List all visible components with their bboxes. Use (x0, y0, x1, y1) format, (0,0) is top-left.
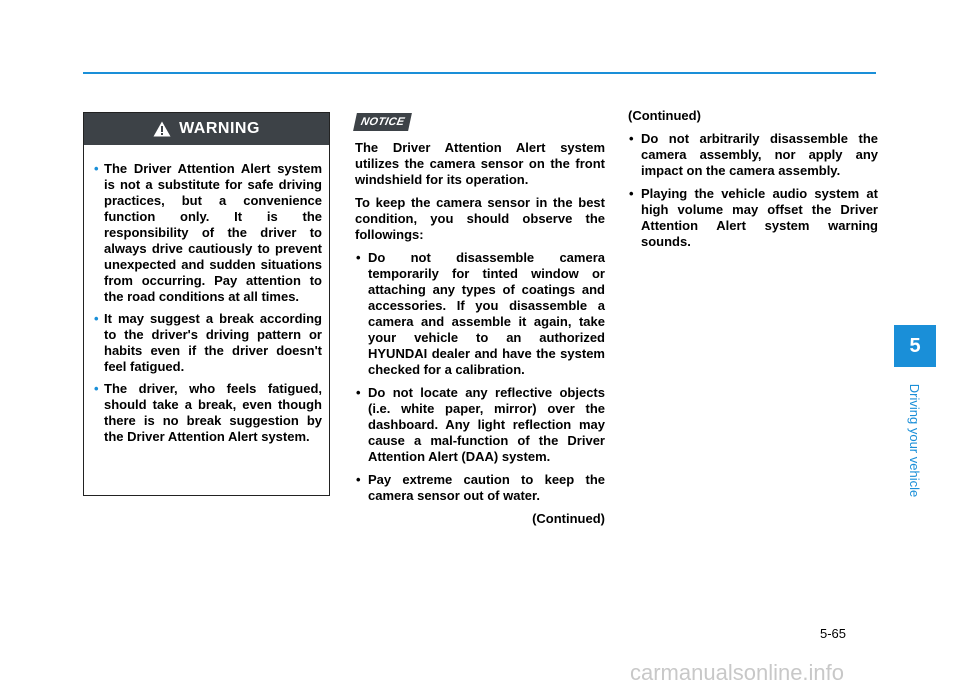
warning-list (84, 145, 329, 445)
continuation-list (628, 131, 878, 250)
continued-label: (Continued) (532, 511, 605, 526)
warning-item: • It may suggest a break according to the driver's driving pattern or habits even if the driver doesn't feel fatigued. (104, 311, 322, 375)
page-number: 5-65 (820, 626, 847, 641)
notice-item: • Do not disassemble camera temporarily for tinted window or attaching any types of coatings and accessories. If you disassemble a camera and assemble it again, take your vehicle to an authorized HYUNDAI dealer and have the system checked for a calibration. (368, 250, 605, 378)
notice-intro: The Driver Attention Alert system utilizes the camera sensor on the front windshield for its operation. (355, 140, 605, 187)
notice-badge: NOTICE (353, 113, 412, 131)
notice-lead: To keep the camera sensor in the best condition, you should observe the followings: (355, 195, 605, 242)
watermark: carmanualsonline.info (630, 660, 845, 685)
notice-item: • Do not locate any reflective objects (i.e. white paper, mirror) over the dashboard. Any light reflection may cause a mal-function of the Driver Attention Alert (DAA) system. (368, 385, 605, 465)
warning-title: WARNING (179, 120, 260, 137)
continuation-item: • Do not arbitrarily disassemble the camera assembly, nor apply any impact on the camera assembly. (641, 131, 878, 179)
warning-box (83, 112, 330, 496)
warning-header (84, 113, 329, 145)
continuation-section (628, 108, 878, 257)
continuation-item: • Playing the vehicle audio system at high volume may offset the Driver Attention Alert system warning sounds. (641, 186, 878, 250)
warning-item: • The Driver Attention Alert system is not a substitute for safe driving practices, but a convenience function only. It is the responsibility of the driver to always drive cautiously to prevent unexpected and sudden situations from occurring. Pay attention to the road conditions at all times. (104, 161, 322, 305)
warning-item: • The driver, who feels fatigued, should take a break, even though there is no break suggestion by the Driver Attention Alert system. (104, 381, 322, 445)
notice-section (355, 112, 605, 526)
warning-triangle-icon (153, 121, 171, 137)
continued-header: (Continued) (628, 108, 701, 123)
chapter-number-tab: 5 (894, 325, 936, 367)
top-rule (83, 72, 876, 74)
chapter-title-text: Driving your vehicle (907, 383, 923, 498)
chapter-title (885, 378, 945, 503)
notice-item: • Pay extreme caution to keep the camera sensor out of water. (368, 472, 605, 504)
notice-list (355, 250, 605, 504)
